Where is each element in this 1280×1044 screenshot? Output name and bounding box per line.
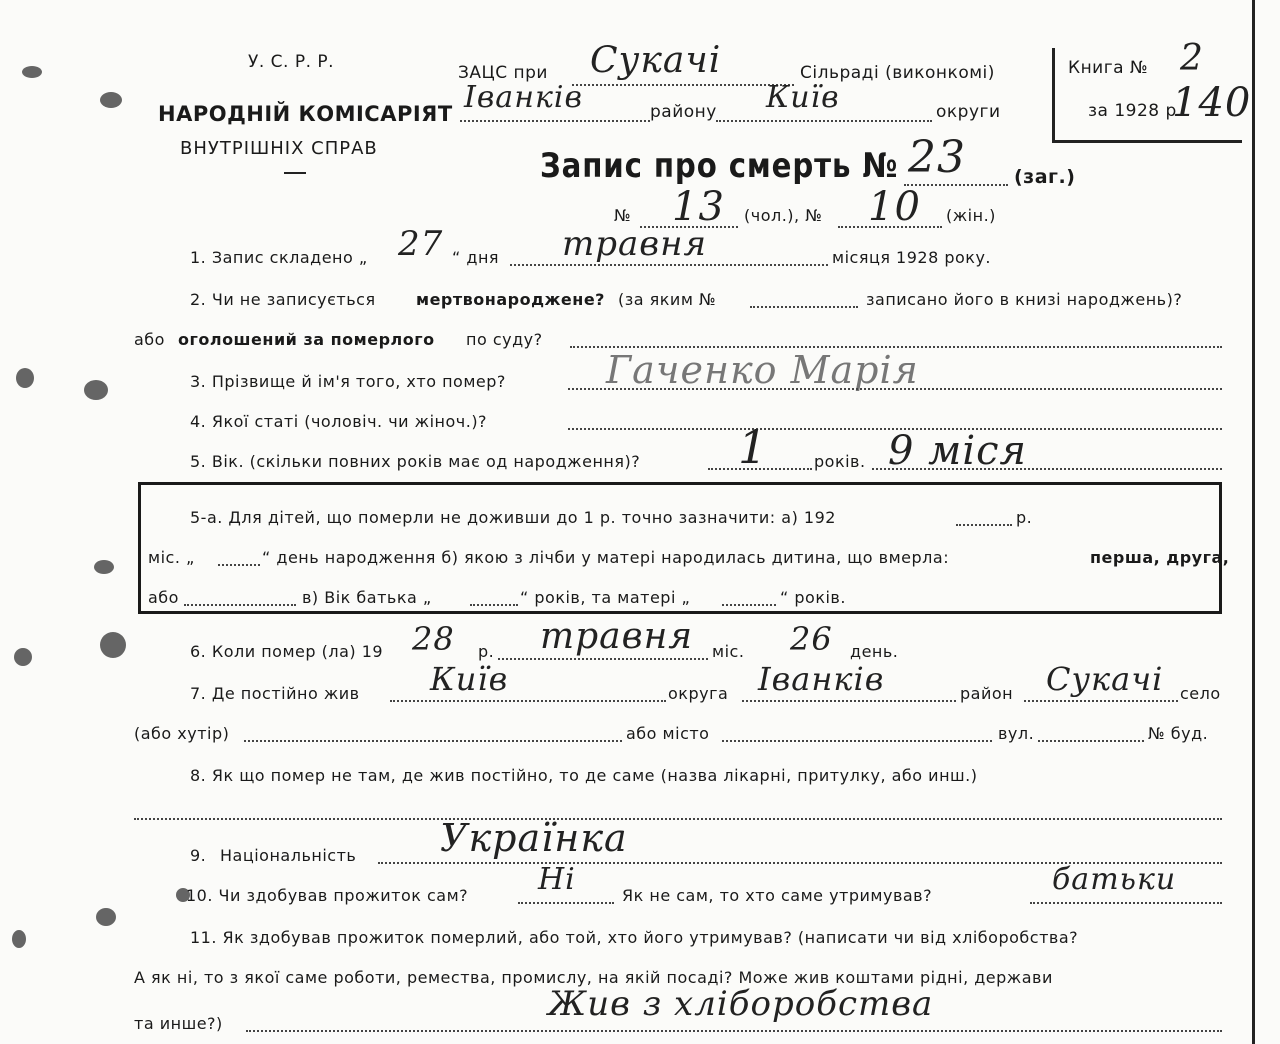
okrug-line [716, 120, 932, 122]
line8-line [134, 818, 1222, 820]
punch-hole-mark [94, 560, 114, 574]
punch-hole-mark [14, 648, 32, 666]
line6-day-label: день. [850, 642, 899, 661]
book-number-value: 2 [1180, 38, 1204, 79]
line1-month-value: травня [562, 224, 707, 264]
line7-selo-line [1024, 700, 1178, 702]
form-title: Запис про смерть № [540, 146, 899, 186]
punch-hole-mark [16, 368, 34, 388]
line6-label: 6. Коли помер (ла) 19 [190, 642, 384, 661]
line7-raion-line [742, 700, 956, 702]
line10-self-line [518, 902, 614, 904]
year-mark-value: 140 [1172, 80, 1252, 126]
line2-court: по суду? [466, 330, 543, 349]
line7-okrug-value: Київ [430, 660, 509, 698]
line6-year-value: 28 [412, 620, 455, 658]
line10-who-label: Як не сам, то хто саме утримував? [622, 886, 933, 905]
line7-building-label: № буд. [1148, 724, 1209, 743]
line8-label: 8. Як що помер не там, де жив постійно, то де саме (назва лікарні, притулку, або инш.) [190, 766, 978, 785]
department-title: ВНУТРІШНІХ СПРАВ [180, 138, 378, 159]
line5-months-value: 9 міся [888, 428, 1028, 474]
right-edge-line [1252, 0, 1255, 1044]
book-label: Книга № [1068, 58, 1149, 78]
line6-day-value: 26 [790, 620, 833, 658]
zags-prefix: ЗАЦС при [458, 63, 548, 83]
line7-selo-label: село [1180, 684, 1221, 703]
line7-raion-label: район [960, 684, 1014, 703]
line7-khutir-label: (або хутір) [134, 724, 230, 743]
line5-label: 5. Вік. (скільки повних років має од народження)? [190, 452, 641, 471]
line7-street-line [1038, 740, 1144, 742]
line5a-years-suffix: “ років. [780, 588, 846, 607]
line10-who-value: батьки [1052, 862, 1177, 897]
zags-suffix: Сільраді (виконкомі) [800, 63, 995, 83]
line5a-mother-line [722, 604, 776, 606]
female-number-line [838, 226, 942, 228]
book-box [1052, 48, 1055, 140]
line5a-year-line [956, 524, 1012, 526]
line10-who-line [1030, 902, 1222, 904]
record-number-value: 23 [908, 132, 966, 183]
line5a-month-label: міс. „ [148, 548, 195, 567]
line6-year-suffix: р. [478, 642, 495, 661]
punch-hole-mark [22, 66, 42, 78]
line7-city-label: або місто [626, 724, 710, 743]
line11-label: 11. Як здобував прожиток померлий, або той, хто його утримував? (написати чи від хліборобства? [190, 928, 1079, 947]
line4-label: 4. Якої статі (чоловіч. чи жіноч.)? [190, 412, 488, 431]
line5-months-line [872, 468, 1222, 470]
line5a-father-line [470, 604, 518, 606]
male-number-value: 13 [672, 184, 725, 230]
line9-number: 9. [190, 846, 207, 865]
line2-label: 2. Чи не записується [190, 290, 376, 309]
male-number-prefix: № [614, 206, 632, 225]
district-line [460, 120, 650, 122]
line5a-or: або [148, 588, 179, 607]
punch-hole-mark [12, 930, 26, 948]
line3-label: 3. Прізвище й ім'я того, хто помер? [190, 372, 506, 391]
line5-years-value: 1 [738, 420, 769, 474]
header-divider [284, 172, 306, 174]
female-number-value: 10 [868, 184, 921, 230]
line7-okrug-line [390, 700, 666, 702]
line2-or: або [134, 330, 165, 349]
book-box-bottom [1052, 140, 1242, 143]
line9-label: Національність [220, 846, 357, 865]
line10-label: 10. Чи здобував прожиток сам? [186, 886, 469, 905]
line1-day-label: “ дня [452, 248, 500, 267]
line11-line [246, 1030, 1222, 1032]
okrug-label: округи [936, 102, 1001, 122]
line7-selo-value: Сукачі [1046, 660, 1164, 698]
line7-label: 7. Де постійно жив [190, 684, 360, 703]
line1-month-line [510, 264, 828, 266]
line5-years-label: років. [814, 452, 866, 471]
line7-city-line [722, 740, 992, 742]
female-number-label: (жін.) [946, 206, 996, 225]
line5a-birthday: “ день народження б) якою з лічби у матері народилась дитина, що вмерла: [262, 548, 950, 567]
line3-name-line [568, 388, 1222, 390]
line7-raion-value: Іванків [758, 660, 885, 698]
line7-okrug-label: округа [668, 684, 729, 703]
year-label: за 1928 р. [1088, 101, 1183, 121]
line11-label-2: А як ні, то з якої саме роботи, ремества, промислу, на якій посаді? Може жив коштами рідні, держави [134, 968, 1053, 987]
line5a-order: перша, друга, [1090, 548, 1230, 567]
line5a-month-line [218, 564, 260, 566]
line5a-mother-age: “ років, та матері „ [520, 588, 691, 607]
line3-name-value: Гаченко Марія [606, 348, 919, 392]
punch-hole-mark [100, 92, 122, 108]
okrug-value: Київ [766, 80, 840, 115]
district-label: району [650, 102, 717, 122]
line9-nationality-value: Українка [440, 816, 628, 860]
line5-years-line [708, 468, 812, 470]
line11-occupation-value: Жив з хліборобства [548, 984, 934, 1024]
zags-village-line [572, 84, 794, 86]
punch-hole-mark [100, 632, 126, 658]
line6-month-line [498, 658, 708, 660]
line6-month-value: травня [540, 616, 694, 657]
line2-stillborn: мертвонароджене? [416, 290, 605, 309]
punch-hole-mark [96, 908, 116, 926]
line5a-year-suffix: р. [1016, 508, 1033, 527]
line5a-or-line [184, 604, 296, 606]
line10-self-value: Ні [538, 862, 576, 897]
zag-label: (заг.) [1014, 166, 1076, 188]
commissariat-title: НАРОДНІЙ КОМІСАРІЯТ [158, 102, 453, 126]
line1-year-label: місяця 1928 року. [832, 248, 992, 267]
republic-label: У. С. Р. Р. [248, 52, 335, 72]
zags-village-value: Сукачі [590, 40, 722, 81]
line2-birthbook: записано його в книзі народжень)? [866, 290, 1183, 309]
punch-hole-mark [84, 380, 108, 400]
district-value: Іванків [464, 80, 583, 115]
line1-label: 1. Запис складено „ [190, 248, 368, 267]
line1-day-value: 27 [398, 224, 444, 264]
line5a-father-age: в) Вік батька „ [302, 588, 432, 607]
line2-number-label: (за яким № [618, 290, 717, 309]
line2-number-line [750, 306, 858, 308]
line11-label-3: та инше?) [134, 1014, 223, 1033]
line7-street-label: вул. [998, 724, 1035, 743]
line2-declared-dead: оголошений за померлого [178, 330, 435, 349]
line5a-label: 5-а. Для дітей, що померли не доживши до 1 р. точно зазначити: а) 192 [190, 508, 836, 527]
line7-khutir-line [244, 740, 622, 742]
male-number-label: (чол.), № [744, 206, 823, 225]
line6-month-label: міс. [712, 642, 745, 661]
